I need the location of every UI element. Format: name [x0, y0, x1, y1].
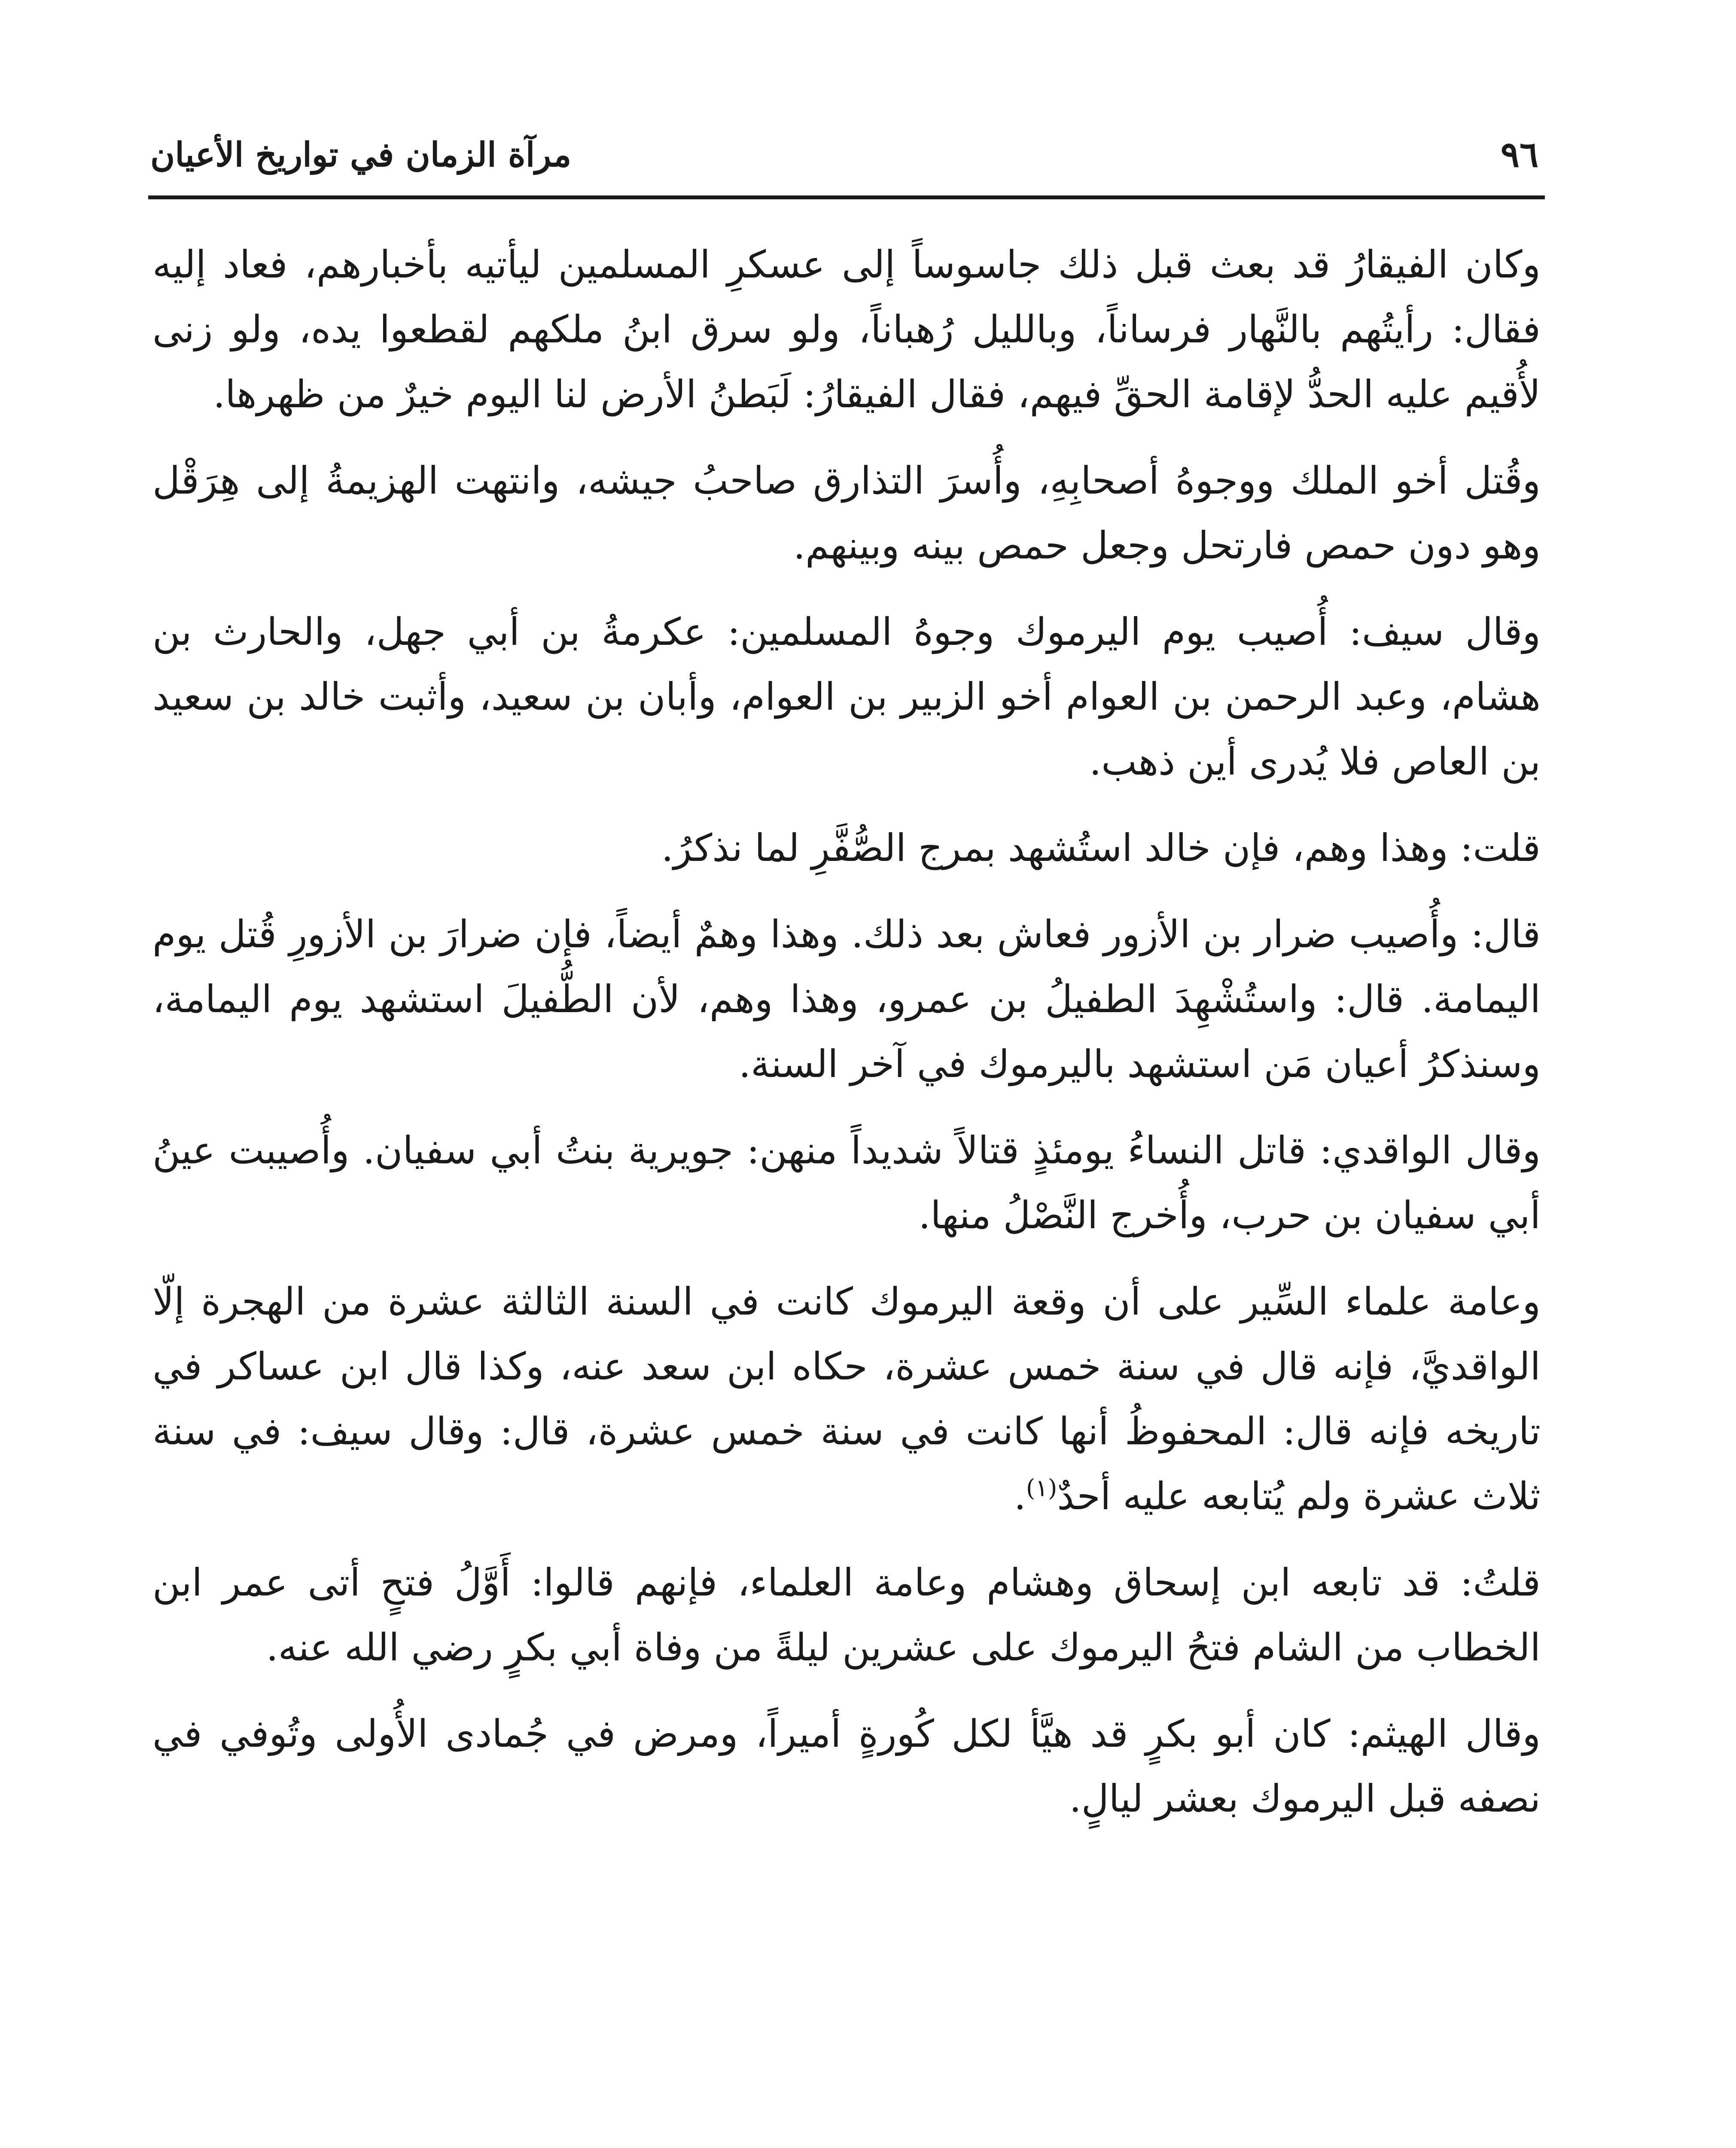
paragraph-ibn-ishaq: قلتُ: قد تابعه ابن إسحاق وهشام وعامة العلماء، فإنهم قالوا: أَوَّلُ فتحٍ أتى عمر ابن الخطاب من الشام فتحُ اليرموك على عشرين ليلةً من وفاة أبي بكرٍ رضي الله عنه.: [152, 1560, 1541, 1669]
page-header: [150, 129, 1538, 180]
paragraph-date-of-yarmouk: [152, 1269, 1541, 1529]
paragraph-defeat: وقُتل أخو الملك ووجوهُ أصحابِهِ، وأُسرَ التذارق صاحبُ جيشه، وانتهت الهزيمةُ إلى هِرَقْل وهو دون حمص فارتحل وجعل حمص بينه وبينهم.: [152, 458, 1541, 568]
paragraph-date-text: وعامة علماء السِّير على أن وقعة اليرموك كانت في السنة الثالثة عشرة من الهجرة إلّا الواقديَّ، فإنه قال في سنة خمس عشرة، حكاه ابن سعد عنه، وكذا قال ابن عساكر في تاريخه فإنه قال: المحفوظُ أنها كانت في سنة خمس عشرة، قال: وقال سيف: في سنة ثلاث عشرة ولم يُتابعه عليه أحدٌ: [152, 1279, 1541, 1518]
paragraph-correction-khalid: قلت: وهذا وهم، فإن خالد استُشهد بمرج الصُّفَّرِ لما نذكرُ.: [661, 826, 1541, 870]
paragraph-dirar: قال: وأُصيب ضرار بن الأزور فعاش بعد ذلك. وهذا وهمٌ أيضاً، فإن ضرارَ بن الأزورِ قُتل يوم اليمامة. قال: واستُشْهِدَ الطفيلُ بن عمرو، وهذا وهم، لأن الطُّفيلَ استشهد يوم اليمامة، وسنذكرُ أعيان مَن استشهد باليرموك في آخر السنة.: [152, 912, 1541, 1086]
main-text: [152, 232, 1541, 1852]
paragraph-spy-report: وكان الفيقارُ قد بعث قبل ذلك جاسوساً إلى عسكرِ المسلمين ليأتيه بأخبارهم، فعاد إليه فقال: رأيتُهم بالنَّهار فرساناً، وبالليل رُهباناً، ولو سرق ابنُ ملكهم لقطعوا يده، ولو زنى لأُقيم عليه الحدُّ لإقامة الحقِّ فيهم، فقال الفيقارُ: لَبَطنُ الأرض لنا اليوم خيرٌ من ظهرها.: [152, 242, 1541, 416]
paragraph-haytham: وقال الهيثم: كان أبو بكرٍ قد هيَّأ لكل كُورةٍ أميراً، ومرض في جُمادى الأُولى وتُوفي في نصفه قبل اليرموك بعشر ليالٍ.: [152, 1712, 1541, 1821]
running-title: مرآة الزمان في تواريخ الأعيان: [150, 135, 572, 174]
header-rule: [148, 195, 1545, 199]
paragraph-waqidi-women: وقال الواقدي: قاتل النساءُ يومئذٍ قتالاً شديداً منهن: جويرية بنتُ أبي سفيان. وأُصيبت عينُ أبي سفيان بن حرب، وأُخرج النَّصْلُ منها.: [152, 1128, 1541, 1237]
footnote-reference: (١): [1026, 1474, 1057, 1502]
page-number: ٩٦: [1500, 134, 1538, 175]
paragraph-date-end: .: [1014, 1474, 1026, 1518]
paragraph-sayf-martyrs: وقال سيف: أُصيب يوم اليرموك وجوهُ المسلمين: عكرمةُ بن أبي جهل، والحارث بن هشام، وعبد الرحمن بن العوام أخو الزبير بن العوام، وأبان بن سعيد، وأثبت خالد بن سعيد بن العاص فلا يُدرى أين ذهب.: [152, 610, 1541, 784]
